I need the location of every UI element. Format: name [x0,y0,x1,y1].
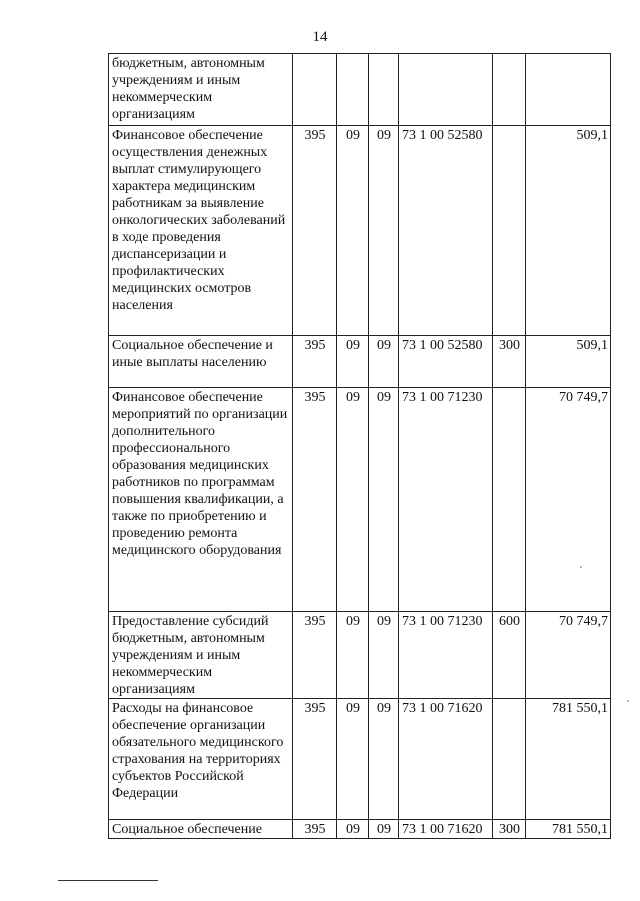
target-article-cell: 73 1 00 71230 [399,388,493,612]
sum-cell: 781 550,1 [526,699,611,820]
subsection-cell [369,54,399,126]
expense-type-cell [493,126,526,336]
ministry-code-cell: 395 [293,699,337,820]
row-name-cell: Финансовое обеспечение мероприятий по организации дополнительного профессионального образования медицинских работников по программам повышения квалификации, а также по приобретению и проведению ремонта медицинского оборудования [109,388,293,612]
section-cell: 09 [337,612,369,699]
row-name-cell: Финансовое обеспечение осуществления денежных выплат стимулирующего характера медицинским работникам за выявление онкологических заболеваний в ходе проведения диспансеризации и профилактических медицинских осмотров населения [109,126,293,336]
table-row [109,699,611,820]
expense-type-cell [493,699,526,820]
section-cell: 09 [337,699,369,820]
table-row [109,54,611,126]
target-article-cell: 73 1 00 52580 [399,126,493,336]
table-row [109,336,611,388]
budget-table [108,53,611,839]
sum-cell: 509,1 [526,336,611,388]
section-cell: 09 [337,388,369,612]
expense-type-cell: 300 [493,336,526,388]
expense-type-cell [493,54,526,126]
table-row [109,126,611,336]
page-number: 14 [312,29,328,45]
row-name-cell: Расходы на финансовое обеспечение организации обязательного медицинского страхования на территориях субъектов Российской Федерации [109,699,293,820]
scan-speck [580,566,582,568]
row-name-cell: Социальное обеспечение и иные выплаты населению [109,336,293,388]
sum-cell: 509,1 [526,126,611,336]
row-name-cell: Предоставление субсидий бюджетным, автономным учреждениям и иным некоммерческим организациям [109,612,293,699]
target-article-cell: 73 1 00 71620 [399,699,493,820]
ministry-code-cell: 395 [293,336,337,388]
section-cell: 09 [337,336,369,388]
sum-cell: 70 749,7 [526,388,611,612]
subsection-cell: 09 [369,126,399,336]
section-cell [337,54,369,126]
row-name-cell: Социальное обеспечение [109,820,293,839]
section-cell: 09 [337,126,369,336]
row-name-cell: бюджетным, автономным учреждениям и иным некоммерческим организациям [109,54,293,126]
target-article-cell: 73 1 00 71620 [399,820,493,839]
target-article-cell [399,54,493,126]
target-article-cell: 73 1 00 52580 [399,336,493,388]
expense-type-cell [493,388,526,612]
sum-cell: 781 550,1 [526,820,611,839]
ministry-code-cell: 395 [293,126,337,336]
table-row [109,612,611,699]
expense-type-cell: 300 [493,820,526,839]
subsection-cell: 09 [369,612,399,699]
sum-cell: 70 749,7 [526,612,611,699]
subsection-cell: 09 [369,336,399,388]
ministry-code-cell [293,54,337,126]
subsection-cell: 09 [369,699,399,820]
expense-type-cell: 600 [493,612,526,699]
ministry-code-cell: 395 [293,388,337,612]
scan-speck [627,700,629,702]
subsection-cell: 09 [369,388,399,612]
table-row [109,820,611,839]
table-row [109,388,611,612]
sum-cell [526,54,611,126]
subsection-cell: 09 [369,820,399,839]
target-article-cell: 73 1 00 71230 [399,612,493,699]
section-cell: 09 [337,820,369,839]
ministry-code-cell: 395 [293,612,337,699]
ministry-code-cell: 395 [293,820,337,839]
footnote-separator [58,880,158,881]
